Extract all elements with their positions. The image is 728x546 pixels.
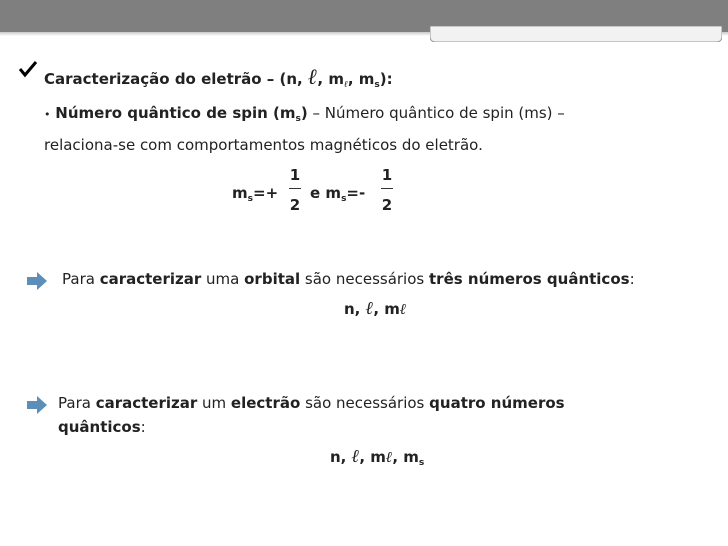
checkmark-icon [18,60,38,78]
electron-quantum-numbers: n, ℓ, mℓ, $m_s$ [330,446,425,468]
ell-symbol: ℓ [307,64,318,90]
electron-line-2: quânticos: [58,418,146,436]
fraction-numerator-1: 1 [289,166,301,184]
decorative-tab [430,26,722,42]
spin-line-2: relaciona-se com comportamentos magnéticos do eletrão. [44,136,483,154]
fraction-bar-2 [381,188,393,189]
heading-line: Caracterização do eletrão – (n, ℓ, $m_\ell$, $m_s$): [44,64,393,90]
orbital-quantum-numbers: n, ℓ, mℓ [344,298,407,319]
formula-right: e $m_s=-$ [310,184,366,204]
arrow-icon [26,395,48,415]
spin-line-1: • Número quântico de spin $(m_s)$ – Número quântico de spin (ms) – [44,104,565,124]
orbital-line: Para caracterizar uma orbital são necessários três números quânticos: [62,270,635,288]
fraction-bar-1 [289,188,301,189]
arrow-icon [26,271,48,291]
formula-left: $m_s=+$ [232,184,279,204]
fraction-denominator-2: 2 [381,196,393,214]
fraction-numerator-2: 1 [381,166,393,184]
electron-line-1: Para caracterizar um electrão são necessários quatro números [58,394,565,412]
fraction-denominator-1: 2 [289,196,301,214]
